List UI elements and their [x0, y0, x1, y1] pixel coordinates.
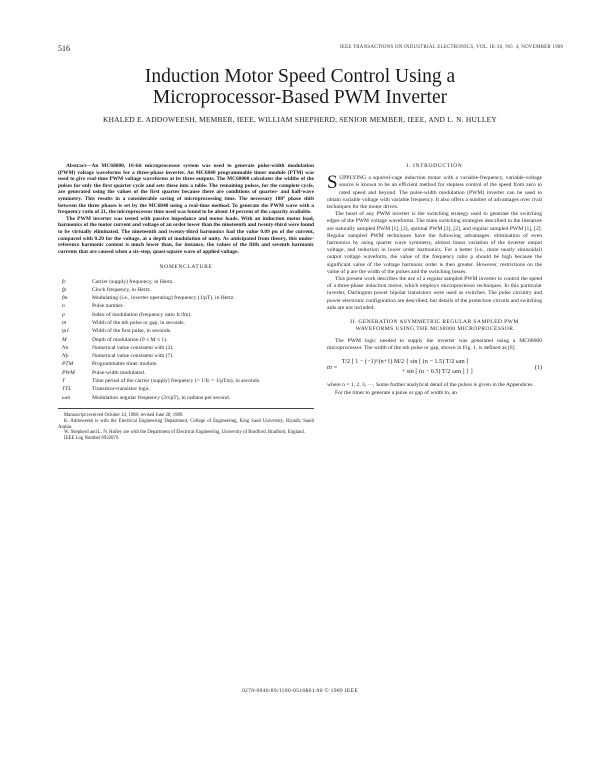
- nom-symbol: fc: [62, 278, 67, 285]
- nom-symbol: tn: [62, 320, 67, 326]
- equation-body: [342, 357, 528, 377]
- page-number: 516: [58, 44, 70, 53]
- section-2-heading-line-2: WAVEFORMS USING THE MC68000 MICROPROCESSOR: [355, 326, 514, 333]
- abstract-paragraph-2: The PWM inverter was tested with passive impedance and motor loads. With an induction motor load, harmonics of the motor current and voltage of an order lower than the nineteenth and twenty-third were found to be virtually eliminated. The nineteenth and twenty-third harmonics had the value 0.09 pu of the current, compared with 0.20 for the voltage, at a depth of modulation of unity. As anticipated from theory, this under-reference harmonic content is much lower than, for instance, the values of the fifth and seventh harmonic currents that are caused when a six-step, quasi-square wave of applied voltage.: [58, 215, 314, 255]
- nom-symbol: PTM: [62, 361, 74, 368]
- nom-symbol: ωm: [62, 394, 70, 401]
- nom-definition: Width of the nth pulse or gap, in seconds.: [92, 320, 185, 326]
- nom-definition: Modulating (i.e., inverter operating) frequency (1/pT), in Hertz.: [92, 295, 235, 302]
- section-2-heading-line-1: II. GENERATION ASYMMETRIC REGULAR SAMPLED PWM: [350, 319, 519, 326]
- nom-symbol: p: [62, 311, 65, 318]
- nom-symbol: n: [62, 303, 65, 310]
- footnote: [58, 408, 314, 441]
- nom-symbol: Np: [62, 353, 69, 360]
- nom-symbol: TTL: [62, 386, 72, 393]
- nom-definition: Depth of modulation (0 ≤ M ≤ 1).: [92, 336, 168, 343]
- after-equation-text: where n = 1, 2, 3, ···. Some further analytical detail of the pulses is given in the Appendices.: [327, 382, 534, 389]
- nom-definition: Width of the first pulse, in seconds.: [92, 328, 172, 335]
- nomenclature-list: [62, 279, 314, 402]
- nom-symbol: Nn: [62, 344, 69, 351]
- title-line-1: Induction Motor Speed Control Using a: [144, 66, 456, 87]
- nom-symbol: fp: [62, 286, 67, 293]
- footnote-log-number: IEEE Log Number 8932076.: [64, 435, 120, 441]
- nom-definition: Pulse-width modulated.: [92, 369, 146, 376]
- footnote-author-2: W. Shepherd and L. N. Hulley are with the Department of Electrical Engineering, University of Bradford, Bradford, England.: [64, 430, 305, 436]
- running-head: IEEE TRANSACTIONS ON INDUSTRIAL ELECTRONICS, VOL. IE-36, NO. 4, NOVEMBER 1989: [340, 45, 564, 50]
- introduction-heading: I. INTRODUCTION: [406, 163, 463, 169]
- abstract-paragraph-1: Abstract—An MC68000, 16-bit microprocessor system was used to generate pulse-width modulation (PWM) voltage waveforms for a three-phase inverter. An MC6840 programmable timer module (PTM) was used to give real-time PWM voltage waveforms at its three outputs. The MC68000 calculates the widths of the pulses for only the first quarter cycle and sets these into a table. The remaining pulses, for the complete cycle, are generated using the values of the first quarter because there are conditions of quarter- and half-wave symmetry. This results in a considerable saving of microprocessing time. The necessary 180° phase shift between the three phases is set by the MC6840 using a real-time method. To generate the PWM wave with a frequency ratio of 21, the microprocessor time used was found to be about 14 percent of the capacity available.: [58, 163, 314, 216]
- nom-definition: Time period of the carrier (supply) frequency (= 1/fc = 1/pTm), in seconds.: [92, 378, 261, 385]
- section-2-heading: [327, 319, 542, 333]
- nom-definition: Numerical value consistent with (2).: [92, 344, 174, 351]
- equation-1: [327, 357, 542, 377]
- right-column: [327, 163, 542, 397]
- intro-paragraph-3: This present work describes the use of a regular sampled PWM inverter to control the speed of a three-phase induction motor, which employs microprocessor techniques. In this particular inverter, Darlington power bipolar transistors were used as switches. The pulse circuitry and power electronic configuration are described, but details of the protection circuits and switching aids are not included.: [327, 276, 542, 311]
- nom-symbol: tp1: [62, 328, 70, 335]
- footnote-author-1: K. Addoweesh is with the Electrical Engineering Department, College of Engineering, King Saud University, Riyadh, Saudi Arabia.: [58, 419, 314, 430]
- nom-definition: Transistor-transistor logic.: [92, 386, 152, 393]
- intro-paragraph-1: SUPPLYING a squirrel-cage induction motor with a variable-frequency, variable-voltage source is known to be an efficient method for stepless control of the speed from zero to rated speed and beyond. The pulse-width modulation (PWM) inverter can be used to obtain variable voltage with variable frequency. It also offers a number of advantages over rival techniques for the motor drives.: [327, 172, 542, 211]
- section-2-paragraph-1: The PWM logic needed to supply the inverter was generated using a MC68000 microprocessor. The width of the nth pulse or gap, shown in Fig. 1, is defined as [8]: [327, 338, 542, 352]
- nom-definition: Numerical value consistent with (7).: [92, 353, 174, 360]
- equation-lhs: tn =: [327, 363, 338, 371]
- nom-definition: Index of modulation (frequency ratio fc/fm).: [92, 311, 192, 318]
- nomenclature-heading: NOMENCLATURE: [159, 264, 213, 271]
- left-column: [58, 163, 314, 441]
- equation-line-2: + sin [ (n − 0.5) T/2 ωm ] } ]: [401, 368, 473, 376]
- nom-definition: Programmable timer module.: [92, 361, 158, 368]
- abstract: [58, 163, 314, 255]
- nom-symbol: M: [62, 336, 67, 343]
- footnote-received: Manuscript received October 14, 1988; revised June 28, 1989.: [64, 413, 184, 419]
- nom-definition: Modulation angular frequency (2π/pT), in radians per second.: [92, 394, 231, 401]
- paper-title: [0, 66, 600, 108]
- title-line-2: Microprocessor-Based PWM Inverter: [152, 87, 448, 108]
- after-equation-text-2: For the timer to generate a pulse or gap of width tn, an: [335, 389, 457, 396]
- equation-line-1: T/2 [ 1 − (−1)^(n+1) M/2 { sin [ (n − 1.5) T/2 ωm ]: [341, 358, 469, 366]
- nom-definition: Carrier (supply) frequency, in Hertz.: [92, 278, 174, 285]
- nom-symbol: fm: [62, 295, 68, 302]
- nom-symbol: PWM: [62, 369, 75, 376]
- nom-definition: Clock frequency, in Hertz.: [92, 286, 152, 293]
- copyright-line: 0278-0046/89/1100-0516$01.00 © 1989 IEEE: [241, 688, 359, 694]
- authors: KHALED E. ADDOWEESH, MEMBER, IEEE, WILLIAM SHEPHERD, SENIOR MEMBER, IEEE, AND L. N. HULLEY: [102, 115, 498, 124]
- intro-paragraph-2: The heart of any PWM inverter is the switching strategy used to generate the switching edges of the PWM voltage waveforms. The main switching strategies described in the literature are naturally sampled PWM [1], [2], optimal PWM [3], [2], and regular sampled PWM [1], [2]. Regular sampled PWM techniques have the following advantages: elimination of even harmonics by using quarter wave symmetry, almost linear variation of the inverter output voltage, and reduction in lower order harmonics. For a better (i.e., more nearly sinusoidal) output voltage waveform, the value of the frequency ratio p should be high because the significant value of the voltage harmonic order is then greater. However, restrictions on the value of p are the width of the pulses and the switching losses.: [327, 211, 542, 275]
- equation-number: (1): [534, 363, 542, 371]
- nom-symbol: T: [62, 378, 66, 385]
- nom-definition: Pulse number.: [92, 303, 124, 310]
